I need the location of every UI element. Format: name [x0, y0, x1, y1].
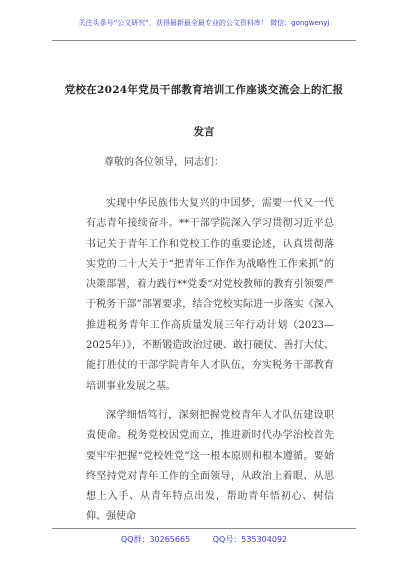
document-subtitle: 发言 [193, 126, 215, 138]
paragraph-1: 实现中华民族伟大复兴的中国梦，需要一代又一代有志青年接续奋斗。**干部学院深入学习贯彻习近平总书记关于青年工作和党校工作的重要论述，认真贯彻落实党的二十大关于“把青年工作作为战略性工作来抓”的决策部署，着力践行**党委“对党校教师的教育引领要严于税务干部”部署要求，结合党校实际进一步落实《深入推进税务青年工作高质量发展三年行动计划（2023—2025年）》，不断锻造政治过硬、敢打硬仗、善打大仗、能打胜仗的干部学院青年人才队伍，夯实税务干部教育培训事业发展之基。 [86, 198, 334, 392]
document-title: 党校在2024年党员干部教育培训工作座谈交流会上的汇报 [64, 84, 344, 96]
header-banner: 关注头条号“公文研究”，获得最新最全最专业的公文资料库！ 微信：gongwenyj [78, 19, 330, 27]
header-divider [52, 40, 356, 41]
footer-divider [52, 528, 356, 529]
footer [0, 534, 408, 545]
greeting: 尊敬的各位领导，同志们： [104, 157, 224, 168]
footer-qq-number: QQ号：535304092 [212, 535, 288, 544]
paragraph-2: 深学细悟笃行，深刻把握党校青年人才队伍建设职责使命。税务党校因党而立，推进新时代办学治校首先要牢牢把握“党校姓党”这一根本原则和根本遵循。要始终坚持党对青年工作的全面领导，从政治上着眼、从思想上入手、从青年特点出发，帮助青年悟初心、树信仰、强使命 [86, 410, 334, 523]
footer-qq-group: QQ群：30265665 [120, 535, 191, 544]
